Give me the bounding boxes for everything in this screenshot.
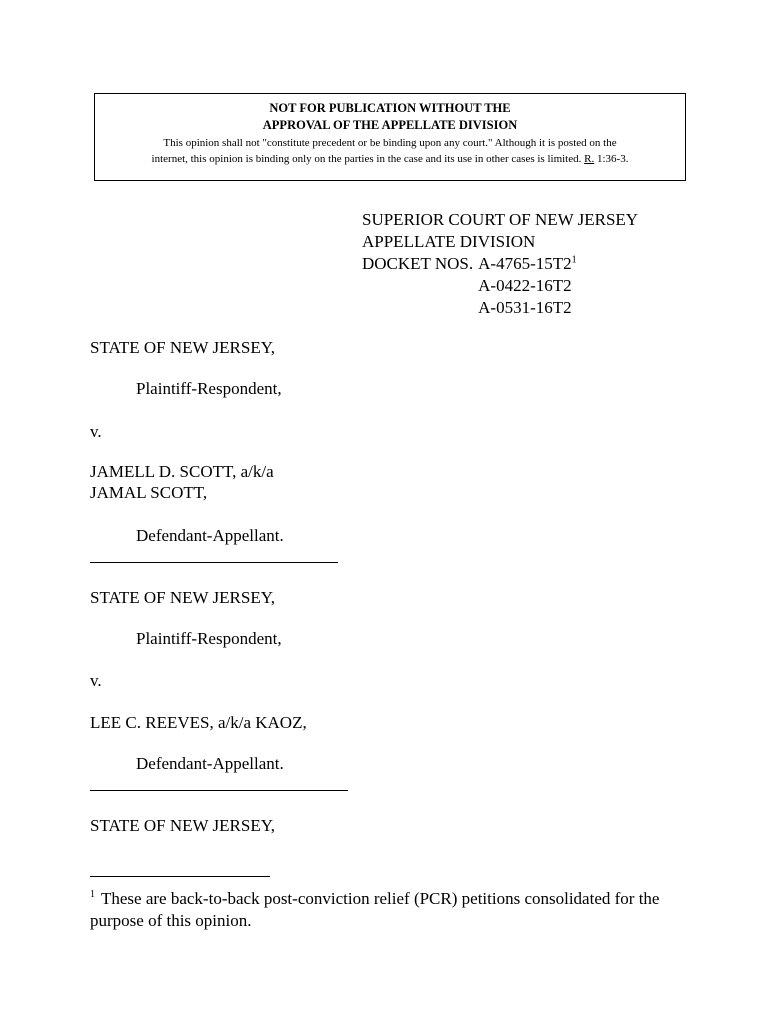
footnote-rule (90, 876, 270, 877)
docket-number-3: A-0531-16T2 (478, 298, 572, 317)
notice-title-line2: APPROVAL OF THE APPELLATE DIVISION (262, 118, 518, 132)
notice-title-line1: NOT FOR PUBLICATION WITHOUT THE (269, 101, 511, 115)
notice-body-line2 (101, 151, 679, 167)
court-division: APPELLATE DIVISION (362, 232, 536, 251)
case1-defendant-line1: JAMELL D. SCOTT, a/k/a (90, 462, 274, 481)
notice-body (95, 135, 685, 167)
court-name: SUPERIOR COURT OF NEW JERSEY (362, 210, 639, 229)
docket-numbers (478, 253, 576, 319)
publication-notice-box (94, 93, 686, 181)
case1-plaintiff-role: Plaintiff-Respondent, (136, 379, 282, 398)
case-separator-1 (90, 562, 338, 563)
footnote-text: These are back-to-back post-conviction relief (PCR) petitions consolidated for the purpose of this opinion. (90, 889, 660, 930)
docket-number-2: A-0422-16T2 (478, 276, 572, 295)
docket-prefix: DOCKET NOS. (362, 254, 474, 273)
case1-versus: v. (90, 422, 102, 441)
case2-defendant-role: Defendant-Appellant. (136, 754, 284, 773)
docket-number-1: A-4765-15T2 (478, 254, 572, 273)
case2-plaintiff-role: Plaintiff-Respondent, (136, 629, 282, 648)
case2-plaintiff: STATE OF NEW JERSEY, (90, 588, 276, 607)
notice-body-line1: This opinion shall not "constitute precedent or be binding upon any court." Although it is posted on the (163, 137, 617, 149)
rule-reference: R. (584, 153, 595, 165)
case2-versus: v. (90, 671, 102, 690)
case1-defendant-role: Defendant-Appellant. (136, 526, 284, 545)
case1-plaintiff: STATE OF NEW JERSEY, (90, 338, 276, 357)
case1-defendant-line2: JAMAL SCOTT, (90, 483, 208, 502)
footnote-ref: 1 (571, 254, 577, 266)
notice-body-line2-text: internet, this opinion is binding only on the parties in the case and its use in other cases is limited. (151, 153, 582, 165)
rule-number: 1:36-3. (596, 153, 629, 165)
case3-plaintiff: STATE OF NEW JERSEY, (90, 816, 276, 835)
case2-defendant-line1: LEE C. REEVES, a/k/a KAOZ, (90, 713, 307, 732)
docket-block (362, 253, 638, 319)
footnote-marker: 1 (90, 889, 95, 901)
court-caption (362, 209, 638, 319)
case-separator-2 (90, 790, 348, 791)
footnote (90, 888, 700, 932)
